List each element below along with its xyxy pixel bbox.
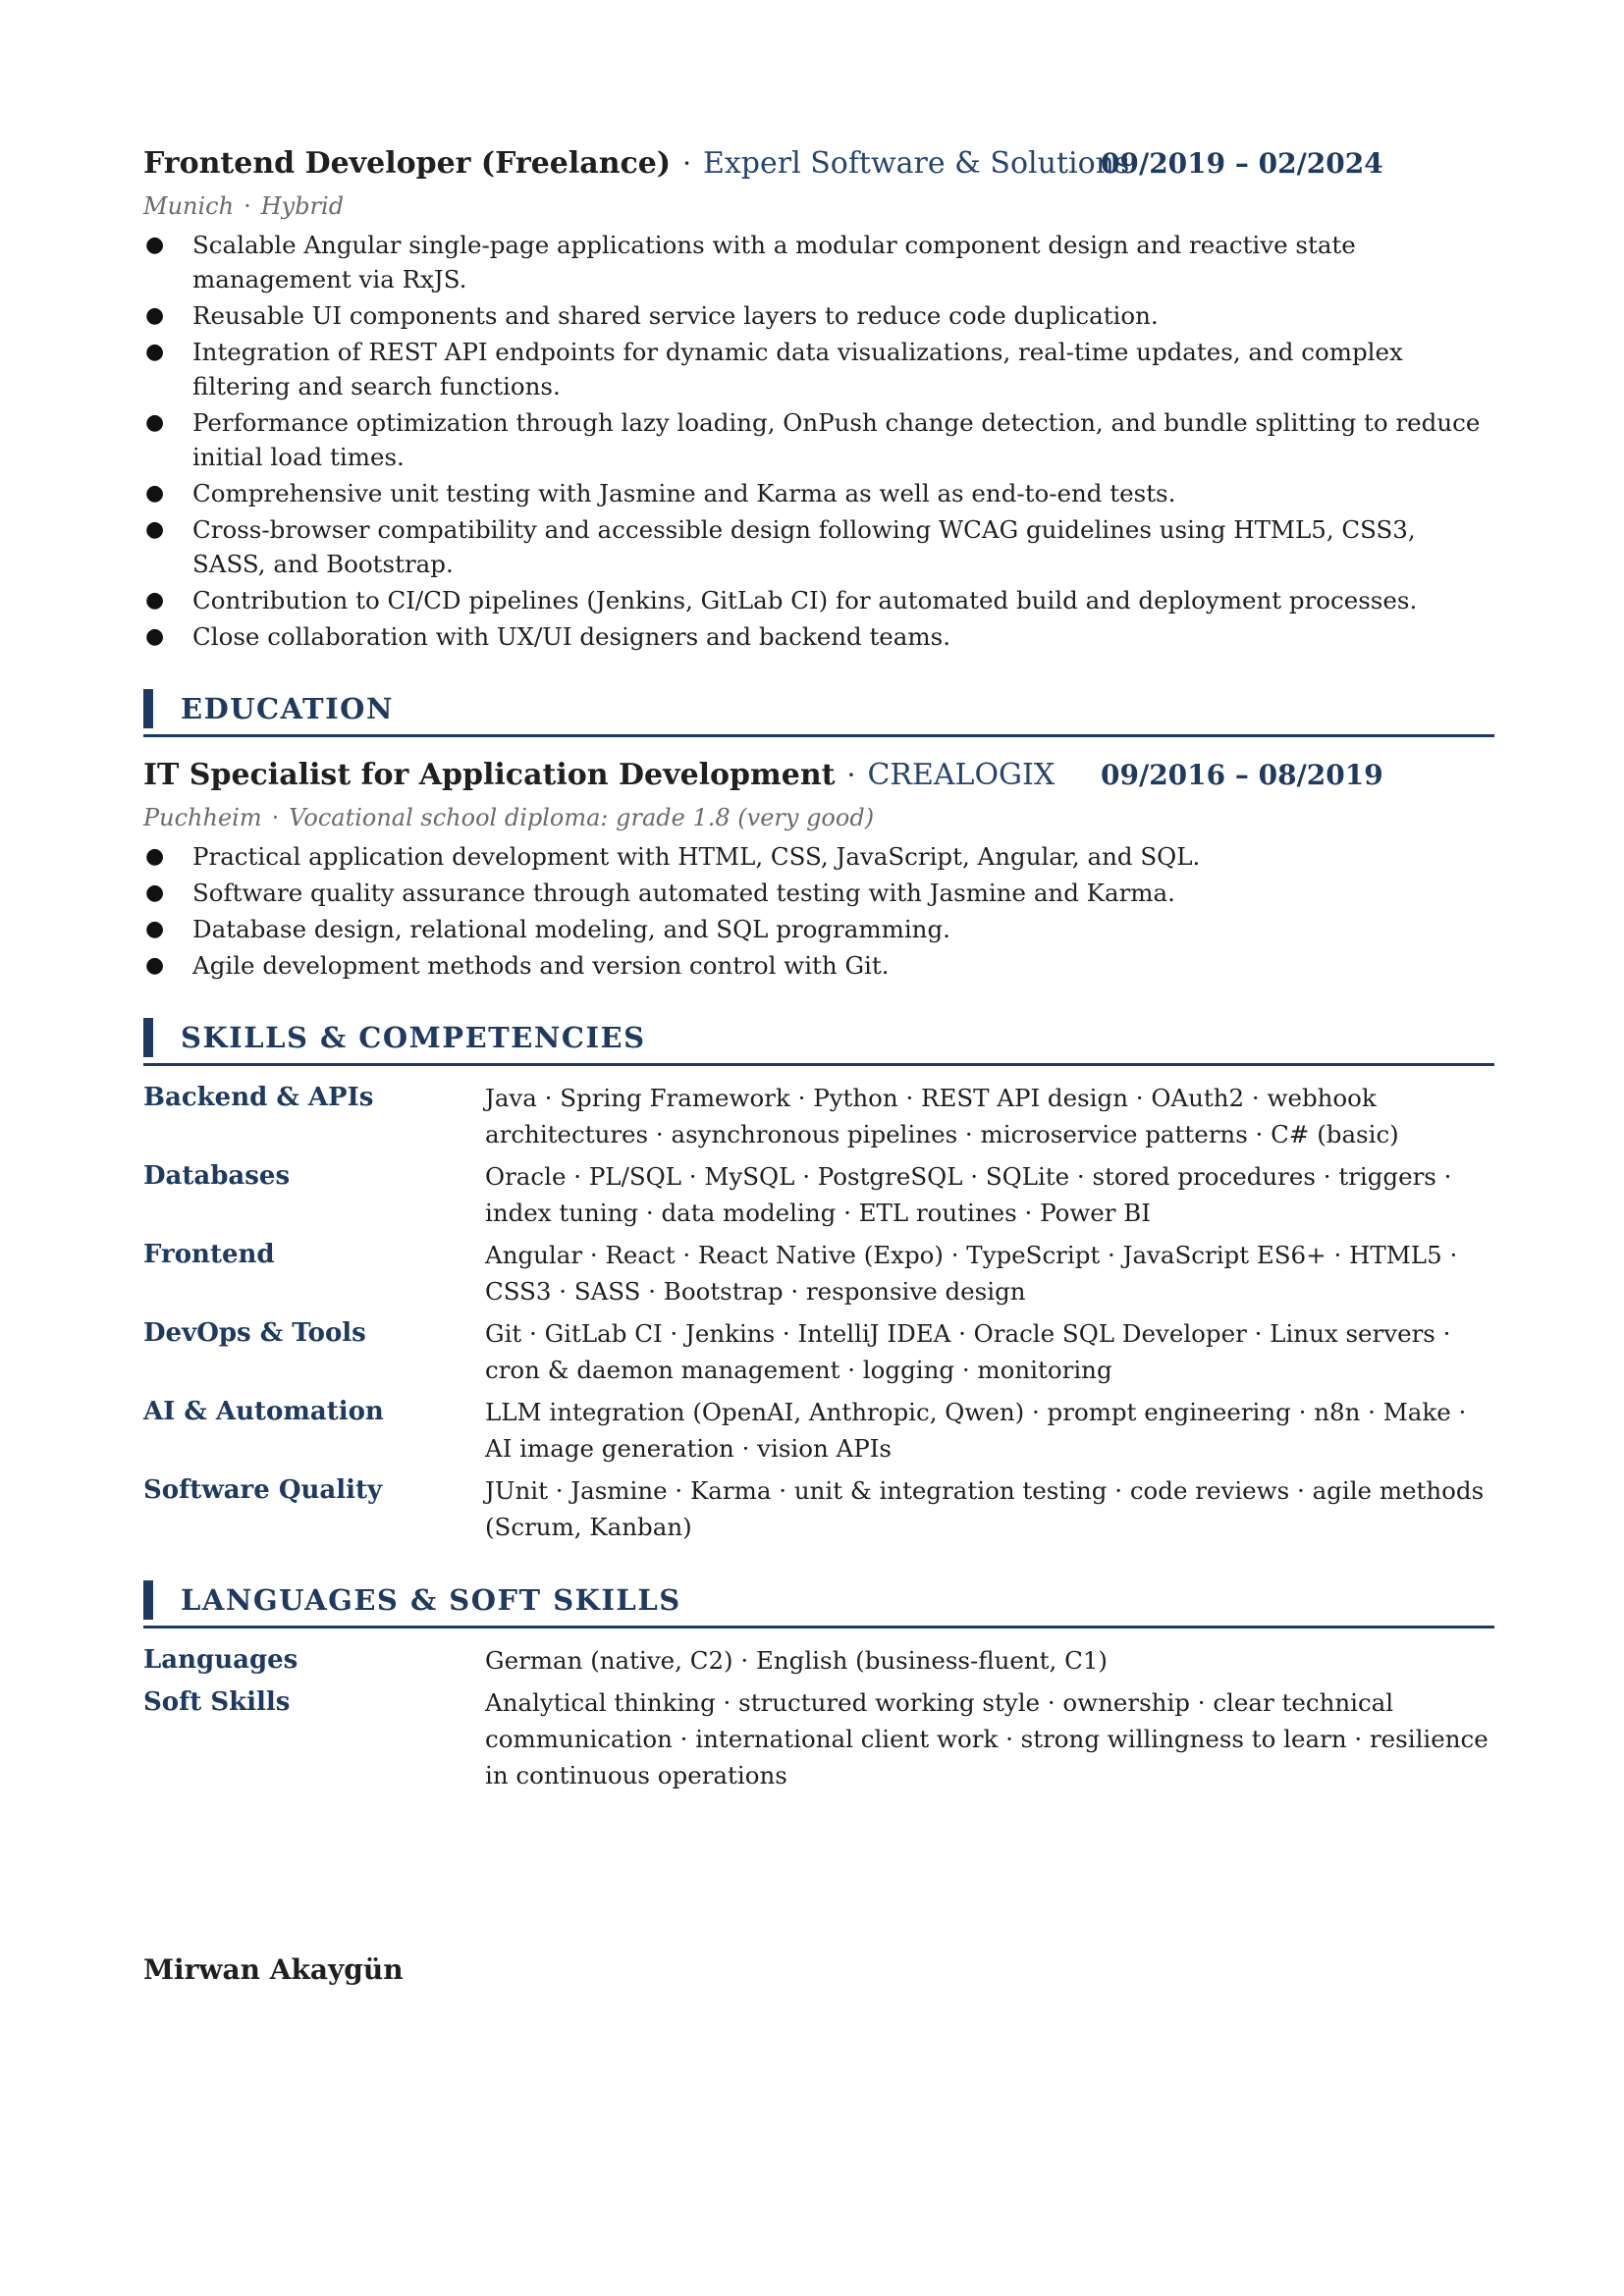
education-bullet: ● Database design, relational modeling, and SQL programming. — [143, 912, 1494, 946]
section-title: SKILLS & COMPETENCIES — [181, 1021, 646, 1054]
languages-table — [143, 1642, 1494, 1793]
language-label: Languages — [143, 1645, 298, 1675]
soft-skills-row — [143, 1684, 1494, 1793]
job-bullet: ● Reusable UI components and shared service layers to reduce code duplication. — [143, 298, 1494, 333]
job-bullet: ● Close collaboration with UX/UI designers and backend teams. — [143, 619, 1494, 654]
education-bullet-list — [143, 839, 1494, 983]
education-header — [143, 751, 1494, 800]
education-title: IT Specialist for Application Development — [143, 758, 836, 792]
bullet-icon: ● — [145, 624, 165, 649]
job-bullet: ● Integration of REST API endpoints for dynamic data visualizations, real-time updates, and complex filtering and search functions. — [143, 335, 1494, 403]
job-title: Frontend Developer (Freelance) — [143, 146, 672, 181]
skill-value: LLM integration (OpenAI, Anthropic, Qwen) · prompt engineering · n8n · Make · AI image generation · vision APIs — [485, 1398, 1467, 1463]
skill-row — [143, 1237, 1494, 1309]
language-row — [143, 1642, 1494, 1679]
skill-value: Git · GitLab CI · Jenkins · IntelliJ IDEA · Oracle SQL Developer · Linux servers · cron & daemon management · logging · monitoring — [485, 1319, 1451, 1384]
education-dates: 09/2016 – 08/2019 — [1101, 759, 1383, 791]
skills-table — [143, 1080, 1494, 1545]
job-location: Munich — [143, 192, 235, 220]
skill-value: Java · Spring Framework · Python · REST API design · OAuth2 · webhook architectures · asynchronous pipelines · microservice patterns · C# (basic) — [485, 1084, 1399, 1148]
bullet-icon: ● — [145, 588, 165, 613]
job-header — [143, 139, 1494, 188]
section-title: LANGUAGES & SOFT SKILLS — [181, 1583, 681, 1617]
education-bullet: ● Agile development methods and version control with Git. — [143, 948, 1494, 983]
education-subline-separator: · — [271, 804, 280, 831]
bullet-icon: ● — [145, 844, 165, 869]
section-accent-bar — [143, 1580, 153, 1620]
education-subline — [143, 800, 1494, 835]
section-accent-bar — [143, 689, 153, 728]
skill-row — [143, 1394, 1494, 1467]
job-company: Experl Software & Solutions — [702, 146, 1130, 181]
bullet-icon: ● — [145, 340, 165, 364]
education-bullet: ● Software quality assurance through automated testing with Jasmine and Karma. — [143, 876, 1494, 910]
section-education — [143, 687, 1494, 737]
job-subline — [143, 188, 1494, 224]
bullet-icon: ● — [145, 917, 165, 941]
bullet-icon: ● — [145, 517, 165, 542]
job-title-separator: · — [682, 147, 691, 180]
job-dates: 09/2019 – 02/2024 — [1101, 147, 1383, 180]
bullet-icon: ● — [145, 233, 165, 257]
education-detail: Vocational school diploma: grade 1.8 (very good) — [289, 804, 875, 831]
skill-value: Angular · React · React Native (Expo) · TypeScript · JavaScript ES6+ · HTML5 · CSS3 · SASS · Bootstrap · responsive design — [485, 1241, 1458, 1306]
skill-row — [143, 1158, 1494, 1231]
bullet-icon: ● — [145, 303, 165, 328]
skill-row — [143, 1080, 1494, 1152]
education-institution: CREALOGIX — [867, 758, 1056, 792]
skill-label: DevOps & Tools — [143, 1318, 366, 1348]
bullet-icon: ● — [145, 953, 165, 978]
skill-label: AI & Automation — [143, 1397, 384, 1426]
job-bullet: ● Contribution to CI/CD pipelines (Jenkins, GitLab CI) for automated build and deployment processes. — [143, 583, 1494, 617]
section-accent-bar — [143, 1018, 153, 1057]
job-work-mode: Hybrid — [260, 192, 345, 220]
skill-label: Frontend — [143, 1240, 275, 1269]
skill-label: Backend & APIs — [143, 1083, 374, 1112]
skill-label: Databases — [143, 1161, 291, 1191]
education-title-separator: · — [846, 759, 856, 791]
section-languages — [143, 1578, 1494, 1629]
soft-skills-value: Analytical thinking · structured working style · ownership · clear technical communication · international client work · strong willingness to learn · resilience in continuous operations — [485, 1688, 1489, 1789]
section-skills — [143, 1016, 1494, 1066]
soft-skills-label: Soft Skills — [143, 1687, 291, 1717]
resume-page — [143, 139, 1494, 1799]
job-bullet: ● Scalable Angular single-page applications with a modular component design and reactive state management via RxJS. — [143, 228, 1494, 296]
section-title: EDUCATION — [181, 692, 394, 725]
language-value: German (native, C2) · English (business-fluent, C1) — [485, 1646, 1108, 1675]
bullet-icon: ● — [145, 881, 165, 905]
skill-row — [143, 1315, 1494, 1388]
job-bullet: ● Cross-browser compatibility and accessible design following WCAG guidelines using HTML5, CSS3, SASS, and Bootstrap. — [143, 512, 1494, 581]
education-location: Puchheim — [143, 804, 262, 831]
job-bullet: ● Comprehensive unit testing with Jasmine and Karma as well as end-to-end tests. — [143, 476, 1494, 510]
education-bullet: ● Practical application development with HTML, CSS, JavaScript, Angular, and SQL. — [143, 839, 1494, 874]
skill-row — [143, 1472, 1494, 1545]
skill-label: Software Quality — [143, 1475, 383, 1505]
job-subline-separator: · — [244, 192, 251, 220]
bullet-icon: ● — [145, 481, 165, 506]
skill-value: JUnit · Jasmine · Karma · unit & integration testing · code reviews · agile methods (Scrum, Kanban) — [485, 1476, 1485, 1541]
job-bullet: ● Performance optimization through lazy loading, OnPush change detection, and bundle splitting to reduce initial load times. — [143, 405, 1494, 474]
skill-value: Oracle · PL/SQL · MySQL · PostgreSQL · SQLite · stored procedures · triggers · index tuning · data modeling · ETL routines · Power BI — [485, 1162, 1452, 1227]
signature-name: Mirwan Akaygün — [143, 1953, 404, 1986]
job-bullet-list — [143, 228, 1494, 654]
bullet-icon: ● — [145, 410, 165, 435]
